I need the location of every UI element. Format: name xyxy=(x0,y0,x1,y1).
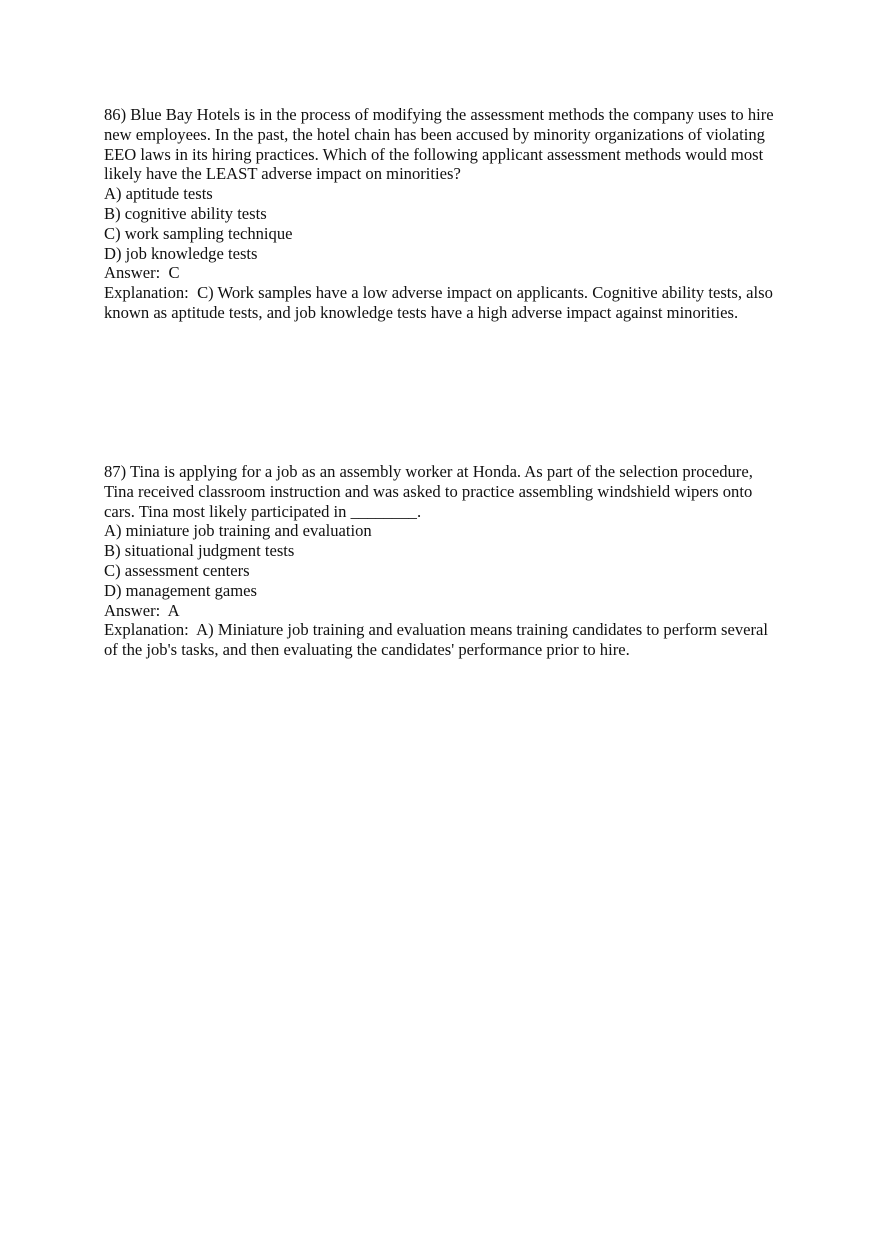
question-86 xyxy=(104,105,784,323)
answer: Answer: A xyxy=(104,600,180,620)
option-c: C) work sampling technique xyxy=(104,223,293,243)
option-d: D) job knowledge tests xyxy=(104,243,258,263)
question-87 xyxy=(104,462,784,660)
question-stem: 86) Blue Bay Hotels is in the process of modifying the assessment methods the company uses to hire new employees. In the past, the hotel chain has been accused by minority organizations of violating EEO laws in its hiring practices. Which of the following applicant assessment methods would most likely have the LEAST adverse impact on minorities? xyxy=(104,105,778,184)
option-a: A) miniature job training and evaluation xyxy=(104,521,372,541)
option-d: D) management games xyxy=(104,580,257,600)
answer: Answer: C xyxy=(104,263,180,283)
explanation: Explanation: A) Miniature job training and evaluation means training candidates to perform several of the job's tasks, and then evaluating the candidates' performance prior to hire. xyxy=(104,620,773,660)
option-b: B) cognitive ability tests xyxy=(104,203,267,223)
option-a: A) aptitude tests xyxy=(104,184,213,204)
option-c: C) assessment centers xyxy=(104,560,250,580)
explanation: Explanation: C) Work samples have a low adverse impact on applicants. Cognitive ability tests, also known as aptitude tests, and job knowledge tests have a high adverse impact against minorities. xyxy=(104,283,778,322)
option-b: B) situational judgment tests xyxy=(104,541,295,561)
question-stem: 87) Tina is applying for a job as an assembly worker at Honda. As part of the selection procedure, Tina received classroom instruction and was asked to practice assembling windshield wipers onto cars. Tina most likely participated in ________. xyxy=(104,462,757,521)
